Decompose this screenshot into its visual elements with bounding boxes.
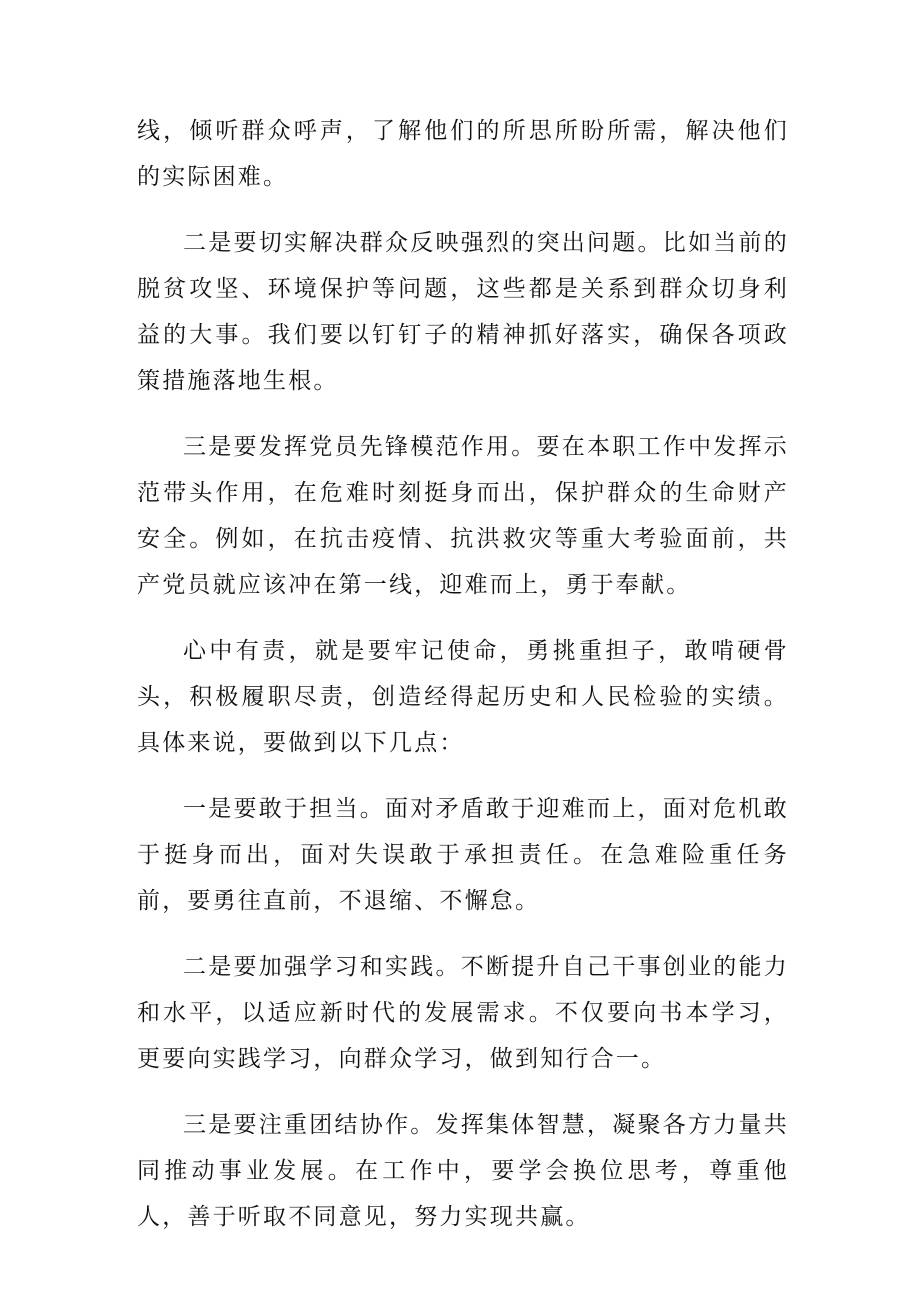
paragraph-item-2-solve-problems: 二是要切实解决群众反映强烈的突出问题。比如当前的脱贫攻坚、环境保护等问题，这些都是关系到群众切身利益的大事。我们要以钉钉子的精神抓好落实，确保各项政策措施落地生根。 — [137, 230, 789, 394]
paragraph-item-1-courage: 一是要敢于担当。面对矛盾敢于迎难而上，面对危机敢于挺身而出，面对失误敢于承担责任。在急难险重任务前，要勇往直前，不退缩、不懈怠。 — [137, 796, 789, 914]
paragraph-item-3-party-members: 三是要发挥党员先锋模范作用。要在本职工作中发挥示范带头作用，在危难时刻挺身而出，保护群众的生命财产安全。例如，在抗击疫情、抗洪救灾等重大考验面前，共产党员就应该冲在第一线，迎难而上，勇于奉献。 — [137, 434, 789, 598]
paragraph-item-2-learning: 二是要加强学习和实践。不断提升自己干事创业的能力和水平，以适应新时代的发展需求。不仅要向书本学习，更要向实践学习，向群众学习，做到知行合一。 — [137, 954, 789, 1072]
paragraph-responsibility-intro: 心中有责，就是要牢记使命，勇挑重担子，敢啃硬骨头，积极履职尽责，创造经得起历史和人民检验的实绩。具体来说，要做到以下几点： — [137, 638, 789, 756]
paragraph-item-3-teamwork: 三是要注重团结协作。发挥集体智慧，凝聚各方力量共同推动事业发展。在工作中，要学会换位思考，尊重他人，善于听取不同意见，努力实现共赢。 — [137, 1112, 789, 1230]
document-body — [137, 108, 789, 1240]
paragraph-continuation: 线，倾听群众呼声，了解他们的所思所盼所需，解决他们的实际困难。 — [137, 118, 789, 190]
